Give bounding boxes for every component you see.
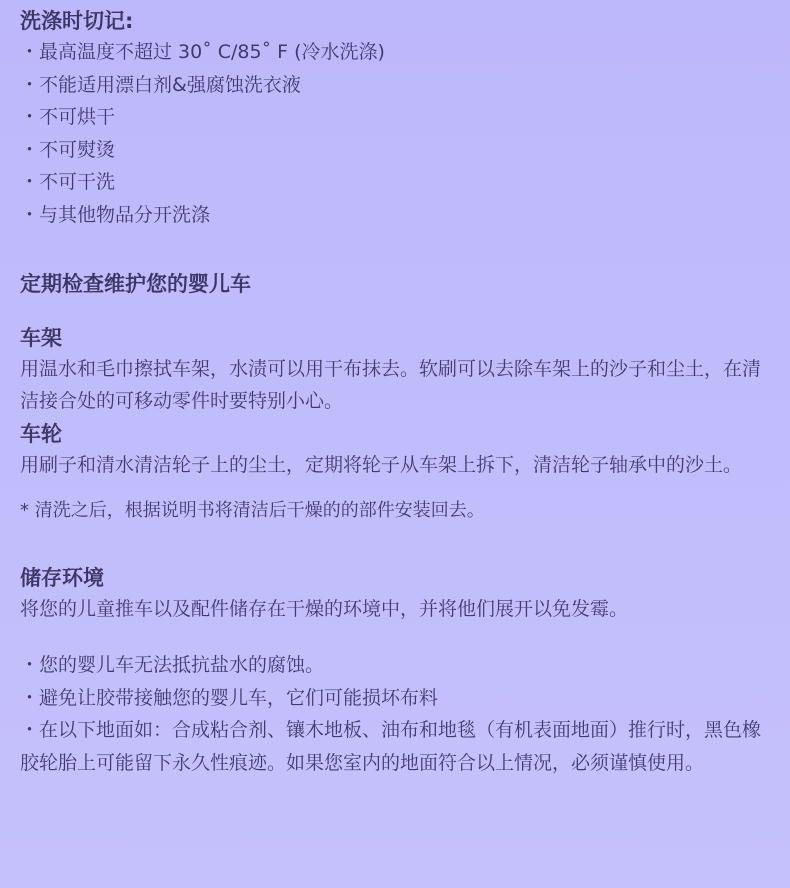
- list-item: ・不可熨烫: [20, 138, 116, 161]
- care-instructions: [20, 6, 775, 779]
- washing-list: [20, 36, 775, 231]
- list-item: ・最高温度不超过 30˚ C/85˚ F (冷水洗涤): [20, 41, 385, 63]
- wheels-heading: 车轮: [20, 422, 62, 446]
- wheels-text: 用刷子和清水清洁轮子上的尘土，定期将轮子从车架上拆下，清洁轮子轴承中的沙土。: [20, 454, 743, 476]
- list-item: ・与其他物品分开洗涤: [20, 203, 211, 226]
- list-item: ・在以下地面如：合成粘合剂、镶木地板、油布和地毯（有机表面地面）推行时，黑色橡胶轮胎上可能留下永久性痕迹。如果您室内的地面符合以上情况，必须谨慎使用。: [20, 719, 762, 774]
- frame-heading: 车架: [20, 326, 62, 350]
- storage-list: [20, 649, 775, 779]
- list-item: ・不可烘干: [20, 106, 116, 128]
- list-item: ・您的婴儿车无法抵抗盐水的腐蚀。: [20, 654, 325, 676]
- list-item: ・不能适用漂白剂&强腐蚀洗衣液: [20, 73, 301, 96]
- storage-heading: 储存环境: [20, 566, 104, 590]
- washing-heading: 洗涤时切记:: [20, 9, 134, 33]
- reassembly-note: * 清洗之后，根据说明书将清洁后干燥的的部件安装回去。: [20, 500, 485, 521]
- storage-text: 将您的儿童推车以及配件储存在干燥的环境中，并将他们展开以免发霉。: [20, 598, 629, 620]
- frame-text: 用温水和毛巾擦拭车架，水渍可以用干布抹去。软刷可以去除车架上的沙子和尘土，在清洁接合处的可移动零件时要特别小心。: [20, 358, 762, 412]
- maintenance-heading: 定期检查维护您的婴儿车: [20, 272, 251, 296]
- list-item: ・不可干洗: [20, 171, 116, 193]
- list-item: ・避免让胶带接触您的婴儿车，它们可能损坏布料: [20, 686, 439, 709]
